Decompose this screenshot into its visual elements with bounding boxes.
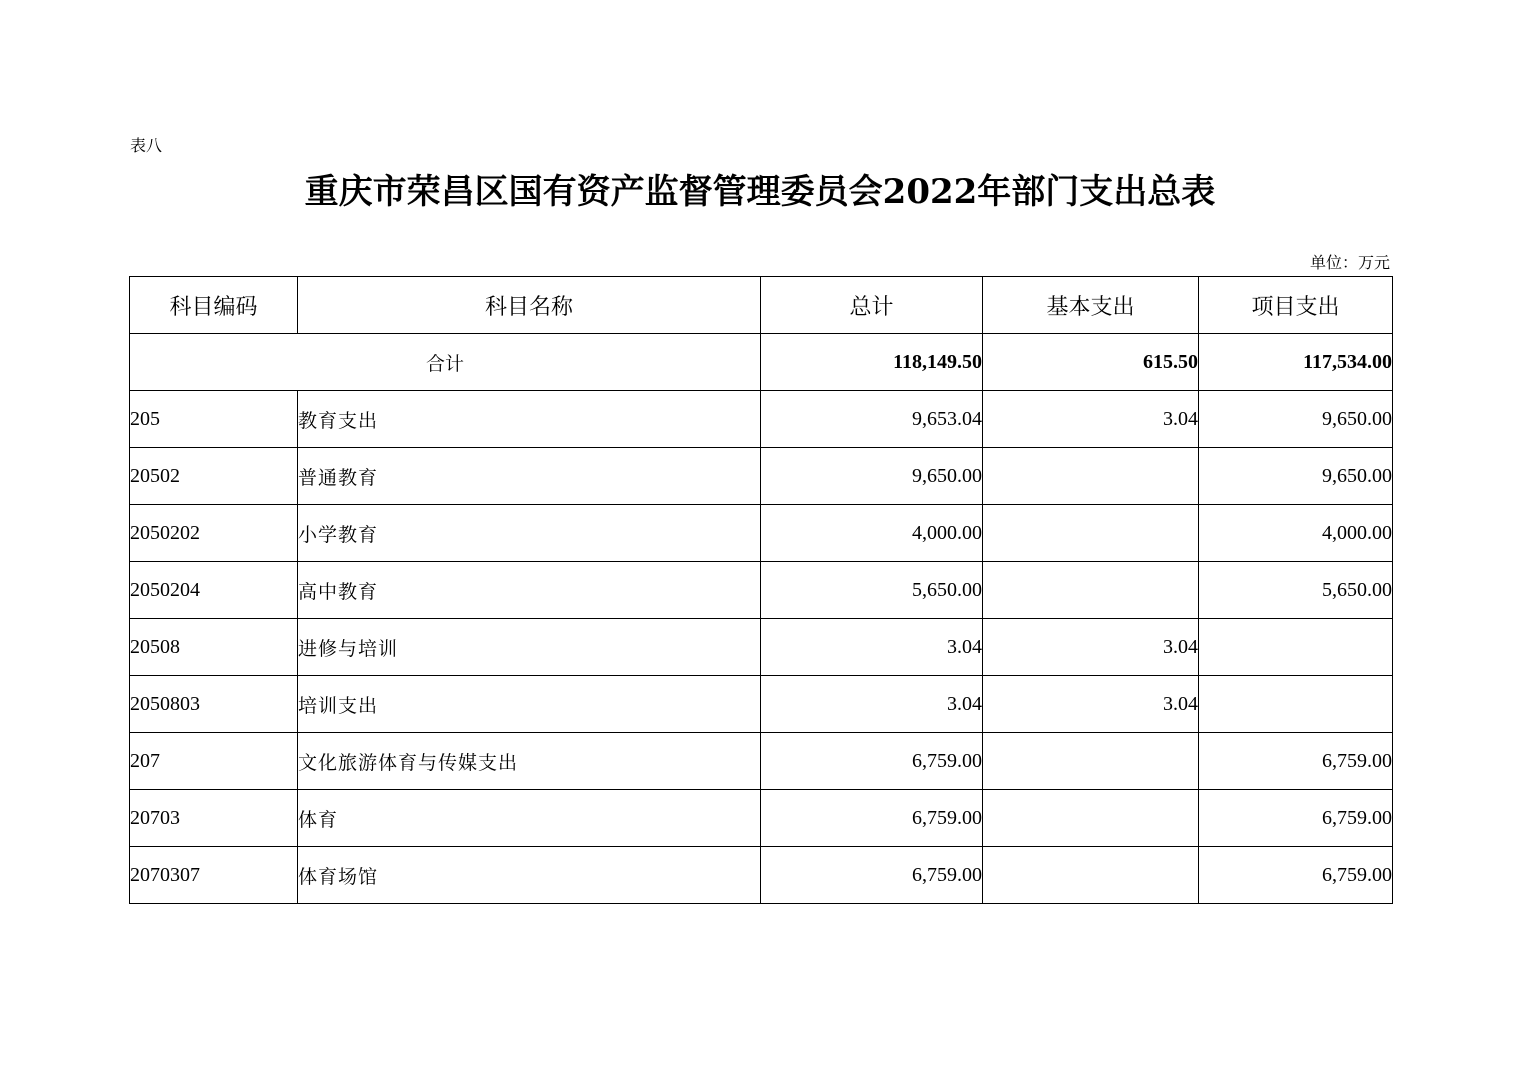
cell-basic [983,790,1199,847]
total-row [130,334,1393,391]
table-header-row [130,277,1393,334]
cell-total: 4,000.00 [761,505,983,562]
cell-name: 培训支出 [298,676,761,733]
cell-basic [983,847,1199,904]
unit-label: 单位：万元 [1309,253,1390,272]
cell-basic: 3.04 [983,619,1199,676]
cell-basic [983,562,1199,619]
cell-total: 6,759.00 [761,790,983,847]
cell-name: 体育场馆 [298,847,761,904]
table-row [130,562,1393,619]
table-row [130,448,1393,505]
cell-code: 2050202 [130,505,298,562]
table-row [130,847,1393,904]
cell-name: 体育 [298,790,761,847]
expenditure-table [129,276,1393,904]
cell-total: 3.04 [761,676,983,733]
cell-project [1199,619,1393,676]
cell-name: 小学教育 [298,505,761,562]
cell-code: 2070307 [130,847,298,904]
total-basic: 615.50 [983,334,1199,391]
cell-name: 教育支出 [298,391,761,448]
cell-basic: 3.04 [983,676,1199,733]
table-row [130,505,1393,562]
cell-total: 9,650.00 [761,448,983,505]
cell-name: 文化旅游体育与传媒支出 [298,733,761,790]
cell-project: 5,650.00 [1199,562,1393,619]
cell-project [1199,676,1393,733]
cell-code: 2050204 [130,562,298,619]
cell-project: 6,759.00 [1199,733,1393,790]
cell-code: 20502 [130,448,298,505]
total-project: 117,534.00 [1199,334,1393,391]
cell-total: 3.04 [761,619,983,676]
column-header-basic: 基本支出 [983,277,1199,334]
cell-basic: 3.04 [983,391,1199,448]
cell-total: 5,650.00 [761,562,983,619]
cell-name: 高中教育 [298,562,761,619]
cell-basic [983,505,1199,562]
cell-total: 9,653.04 [761,391,983,448]
table-label: 表八 [130,136,163,155]
column-header-code: 科目编码 [130,277,298,334]
column-header-project: 项目支出 [1199,277,1393,334]
cell-project: 9,650.00 [1199,391,1393,448]
cell-name: 进修与培训 [298,619,761,676]
cell-project: 4,000.00 [1199,505,1393,562]
cell-total: 6,759.00 [761,847,983,904]
cell-basic [983,448,1199,505]
total-label: 合计 [130,334,761,391]
column-header-total: 总计 [761,277,983,334]
table-row [130,676,1393,733]
cell-code: 207 [130,733,298,790]
total-sum: 118,149.50 [761,334,983,391]
cell-code: 20703 [130,790,298,847]
cell-name: 普通教育 [298,448,761,505]
cell-project: 6,759.00 [1199,790,1393,847]
cell-code: 2050803 [130,676,298,733]
page-title: 重庆市荣昌区国有资产监督管理委员会2022年部门支出总表 [304,172,1216,212]
table-row [130,391,1393,448]
table-row [130,619,1393,676]
cell-basic [983,733,1199,790]
table-row [130,790,1393,847]
table-row [130,733,1393,790]
column-header-name: 科目名称 [298,277,761,334]
cell-code: 20508 [130,619,298,676]
cell-project: 9,650.00 [1199,448,1393,505]
cell-project: 6,759.00 [1199,847,1393,904]
cell-total: 6,759.00 [761,733,983,790]
cell-code: 205 [130,391,298,448]
